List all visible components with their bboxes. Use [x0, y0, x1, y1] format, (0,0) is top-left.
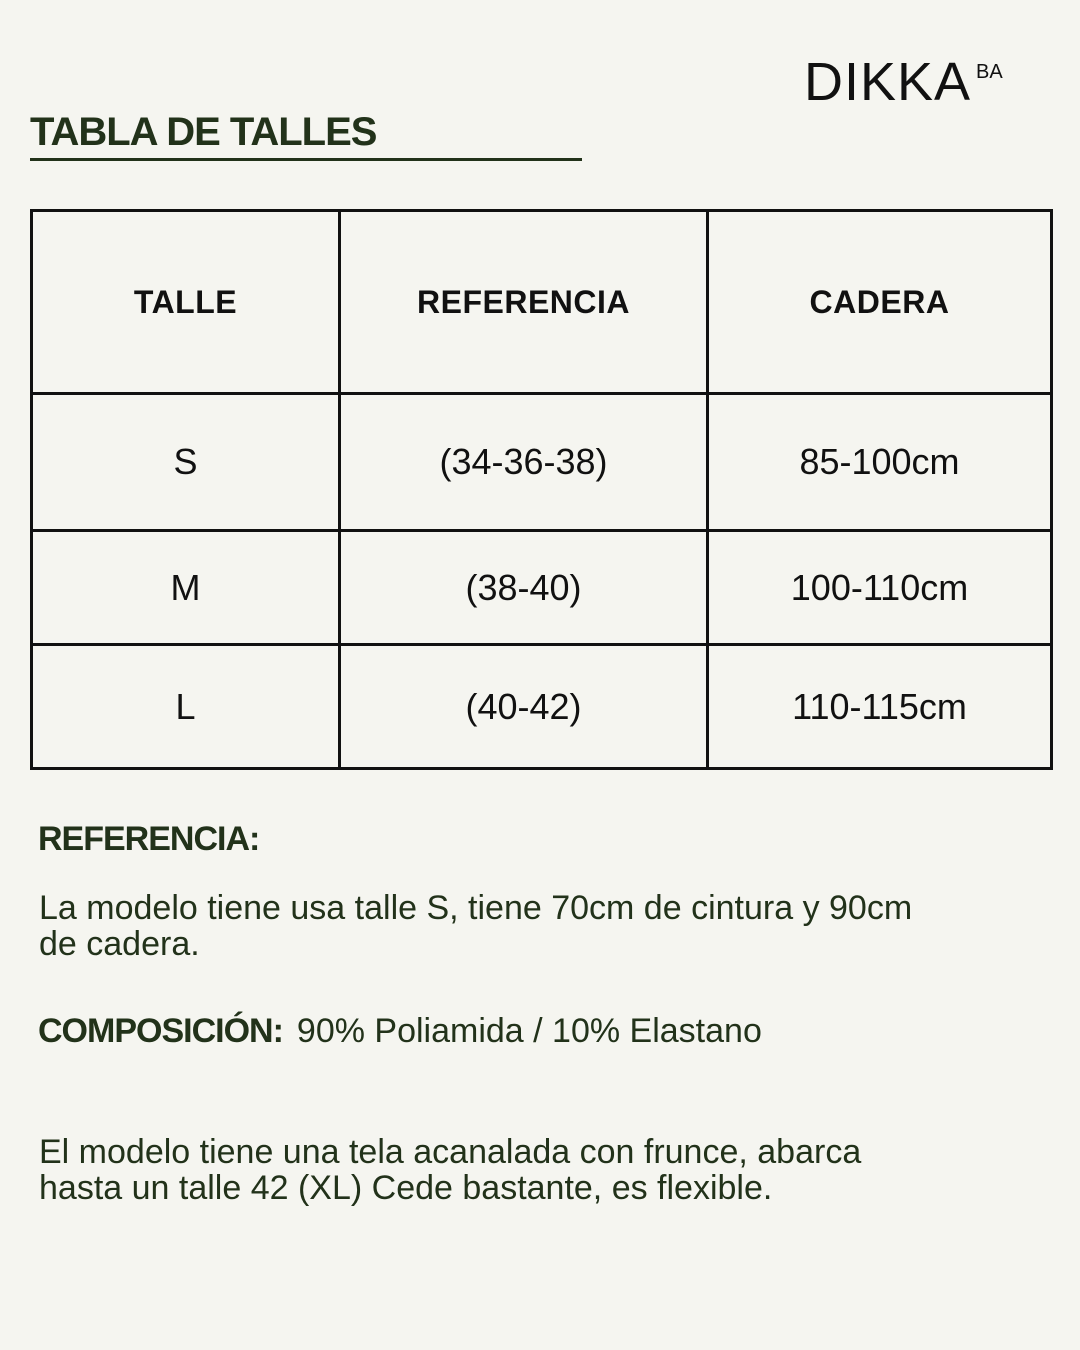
- cell-referencia: (40-42): [340, 645, 708, 769]
- composition-value: 90% Poliamida / 10% Elastano: [296, 1012, 762, 1050]
- table-row: [32, 394, 1052, 531]
- cell-referencia: (38-40): [340, 531, 708, 645]
- cell-cadera: 110-115cm: [708, 645, 1052, 769]
- table-header-row: [32, 211, 1052, 394]
- header-talle: TALLE: [32, 211, 340, 394]
- reference-text: La modelo tiene usa talle S, tiene 70cm de cintura y 90cm de cadera.: [39, 889, 913, 963]
- page-title: TABLA DE TALLES: [30, 110, 377, 154]
- table-row: [32, 531, 1052, 645]
- composition-label: COMPOSICIÓN:: [38, 1012, 283, 1050]
- description-text: El modelo tiene una tela acanalada con frunce, abarca hasta un talle 42 (XL) Cede bastante, es flexible.: [39, 1133, 862, 1207]
- cell-referencia: (34-36-38): [340, 394, 708, 531]
- size-table: [30, 209, 1053, 770]
- cell-talle: M: [32, 531, 340, 645]
- composition-line: [38, 1014, 762, 1048]
- cell-talle: S: [32, 394, 340, 531]
- cell-talle: L: [32, 645, 340, 769]
- reference-heading: REFERENCIA:: [38, 820, 260, 858]
- brand-logo: DIKKA: [804, 52, 972, 112]
- table-row: [32, 645, 1052, 769]
- cell-cadera: 100-110cm: [708, 531, 1052, 645]
- cell-cadera: 85-100cm: [708, 394, 1052, 531]
- header-referencia: REFERENCIA: [340, 211, 708, 394]
- title-underline: [30, 158, 582, 161]
- header-cadera: CADERA: [708, 211, 1052, 394]
- brand-superscript: BA: [976, 61, 1003, 83]
